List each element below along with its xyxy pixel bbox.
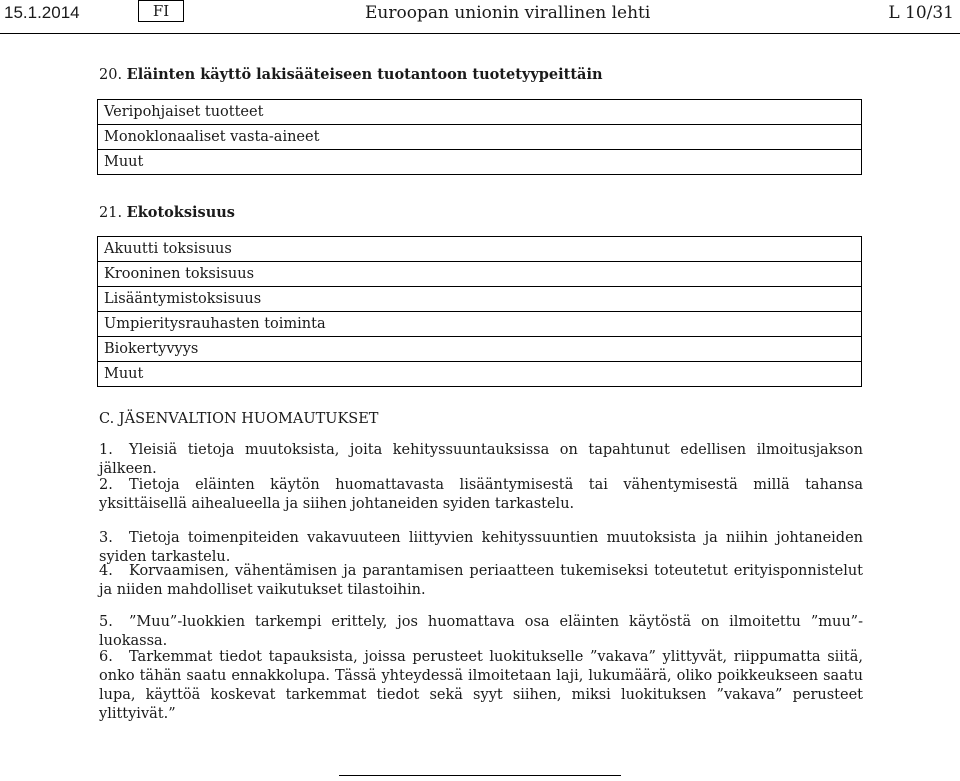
section-21-number: 21. bbox=[99, 205, 123, 221]
comment-paragraph bbox=[99, 562, 863, 600]
section-c-heading: C. JÄSENVALTION HUOMAUTUKSET bbox=[99, 411, 379, 427]
table-row: Lisääntymistoksisuus bbox=[98, 286, 861, 311]
comment-text: ”Muu”-luokkien tarkempi erittely, jos huomattava osa eläinten käytöstä on ilmoitettu ”muu”-luokassa. bbox=[99, 614, 863, 649]
comment-paragraph bbox=[99, 441, 863, 479]
comment-text: Yleisiä tietoja muutoksista, joita kehityssuuntauksissa on tapahtunut edellisen ilmoitusjakson jälkeen. bbox=[99, 442, 863, 477]
table-row: Monoklonaaliset vasta-aineet bbox=[98, 124, 861, 149]
comment-number: 4. bbox=[99, 563, 113, 579]
table-row: Umpieritysrauhasten toiminta bbox=[98, 311, 861, 336]
comment-paragraph bbox=[99, 476, 863, 514]
comment-number: 5. bbox=[99, 614, 113, 630]
section-20-table bbox=[97, 99, 862, 175]
header-rule bbox=[0, 33, 960, 34]
comment-paragraph bbox=[99, 648, 863, 724]
comment-text: Korvaamisen, vähentämisen ja parantamisen periaatteen tukemiseksi toteutetut erityisponnistelut ja niiden mahdolliset vaikutukset tilastoihin. bbox=[99, 563, 863, 598]
page-header bbox=[0, 0, 960, 34]
publication-date: 15.1.2014 bbox=[4, 3, 80, 22]
section-20-number: 20. bbox=[99, 67, 123, 83]
language-code-box: FI bbox=[138, 0, 184, 22]
section-21-title bbox=[99, 204, 235, 221]
table-row: Muut bbox=[98, 361, 861, 386]
page-reference: L 10/31 bbox=[888, 3, 954, 23]
comment-text: Tarkemmat tiedot tapauksista, joissa perusteet luokitukselle ”vakava” ylittyvät, riippumatta siitä, onko tähän saatu ennakkolupa. Tässä yhteydessä ilmoitetaan laji, lukumäärä, oliko poikkeukseen saatu lupa, käyttöä koskevat tarkemmat tiedot sekä syyt siihen, miksi luokituksen ”vakava” perusteet ylittyivät.” bbox=[99, 649, 863, 722]
comment-number: 2. bbox=[99, 477, 113, 493]
table-row: Veripohjaiset tuotteet bbox=[104, 104, 264, 120]
comment-number: 1. bbox=[99, 442, 113, 458]
section-21-table bbox=[97, 236, 862, 387]
section-21-heading: Ekotoksisuus bbox=[126, 204, 235, 221]
table-row: Biokertyvyys bbox=[98, 336, 861, 361]
footer-rule bbox=[339, 775, 621, 776]
comment-number: 3. bbox=[99, 530, 113, 546]
section-20-heading: Eläinten käyttö lakisääteiseen tuotantoon tuotetyypeittäin bbox=[126, 66, 603, 83]
table-row: Akuutti toksisuus bbox=[104, 241, 232, 257]
table-row: Muut bbox=[98, 149, 861, 174]
table-row: Krooninen toksisuus bbox=[98, 261, 861, 286]
comment-text: Tietoja toimenpiteiden vakavuuteen liittyvien kehityssuuntien muutoksista ja niihin johtaneiden syiden tarkastelu. bbox=[99, 530, 863, 565]
comment-text: Tietoja eläinten käytön huomattavasta lisääntymisestä tai vähentymisestä millä tahansa yksittäisellä aihealueella ja siihen johtaneiden syiden tarkastelu. bbox=[99, 477, 863, 512]
comment-paragraph bbox=[99, 613, 863, 651]
journal-title: Euroopan unionin virallinen lehti bbox=[365, 3, 651, 23]
comment-number: 6. bbox=[99, 649, 113, 665]
section-20-title bbox=[99, 66, 603, 83]
